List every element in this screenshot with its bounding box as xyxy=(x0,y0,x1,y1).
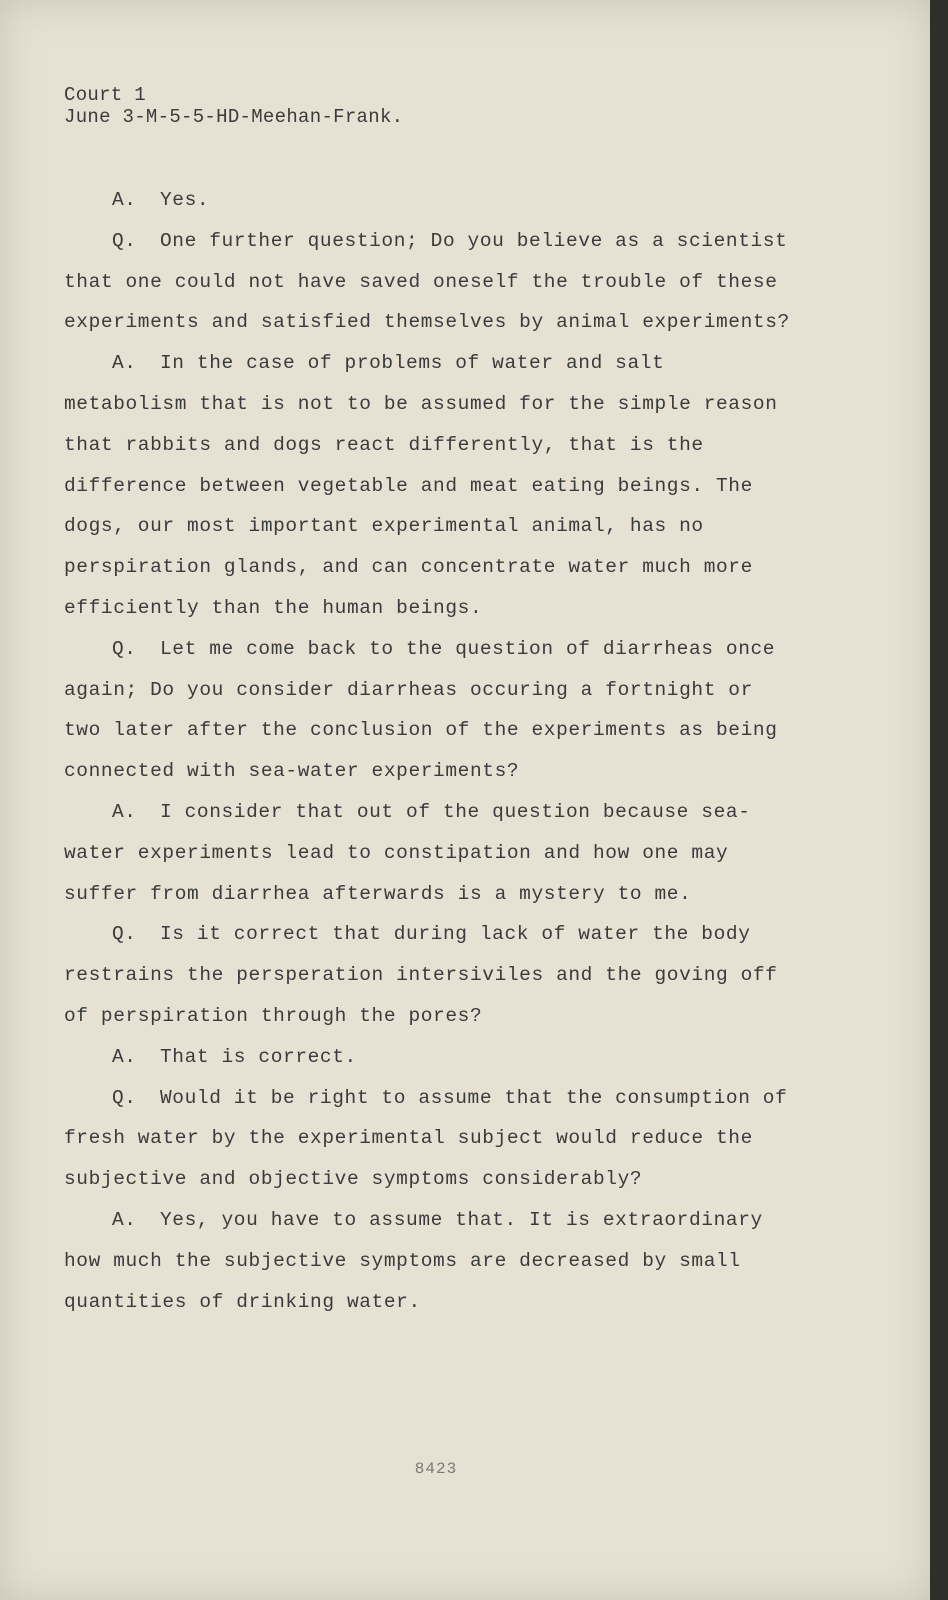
paragraph-text: Would it be right to assume that the consumption of fresh water by the experimental subject would reduce the subjective and objective symptoms considerably? xyxy=(64,1086,788,1191)
transcript-paragraph xyxy=(64,1200,794,1322)
transcript-paragraph xyxy=(64,1037,794,1078)
speaker-label: Q. xyxy=(112,637,137,660)
paragraph-text: Yes. xyxy=(160,189,210,211)
paragraph-text: Yes, you have to assume that. It is extraordinary how much the subjective symptoms are decreased by small quantities of drinking water. xyxy=(64,1208,763,1313)
speaker-label: Q. xyxy=(112,229,137,252)
speaker-label: A. xyxy=(112,189,137,211)
transcript-paragraph xyxy=(64,221,794,343)
transcript-body xyxy=(64,180,794,1322)
document-header xyxy=(64,84,403,128)
transcript-paragraph xyxy=(64,1078,794,1200)
transcript-paragraph xyxy=(64,792,794,914)
speaker-label: A. xyxy=(112,1045,137,1068)
speaker-label: Q. xyxy=(112,1086,137,1109)
transcript-paragraph xyxy=(64,343,794,629)
speaker-label: A. xyxy=(112,352,137,375)
paragraph-text: I consider that out of the question because sea-water experiments lead to constipation and how one may suffer from diarrhea afterwards is a mystery to me. xyxy=(64,800,751,905)
speaker-label: Q. xyxy=(112,923,137,946)
paragraph-text: Let me come back to the question of diarrheas once again; Do you consider diarrheas occuring a fortnight or two later after the conclusion of the experiments as being connected with sea-water experiments? xyxy=(64,637,778,783)
paragraph-text: In the case of problems of water and salt metabolism that is not to be assumed for the simple reason that rabbits and dogs react differently, that is the difference between vegetable and meat eating beings. The dogs, our most important experimental animal, has no perspiration glands, and can concentrate water much more efficiently than the human beings. xyxy=(64,352,778,619)
scan-edge xyxy=(930,0,948,1600)
transcript-paragraph xyxy=(64,629,794,792)
paragraph-text: Is it correct that during lack of water the body restrains the persperation intersiviles and the goving off of perspiration through the pores? xyxy=(64,923,778,1027)
paragraph-text: That is correct. xyxy=(160,1045,357,1068)
transcript-paragraph xyxy=(64,180,794,221)
session-reference: June 3-M-5-5-HD-Meehan-Frank. xyxy=(64,106,404,128)
speaker-label: A. xyxy=(112,1208,137,1231)
page-number: 8423 xyxy=(414,1460,458,1478)
speaker-label: A. xyxy=(112,800,137,823)
transcript-paragraph xyxy=(64,914,794,1036)
court-label: Court 1 xyxy=(64,84,146,106)
paragraph-text: One further question; Do you believe as a scientist that one could not have saved oneself the trouble of these experiments and satisfied themselves by animal experiments? xyxy=(64,229,790,334)
